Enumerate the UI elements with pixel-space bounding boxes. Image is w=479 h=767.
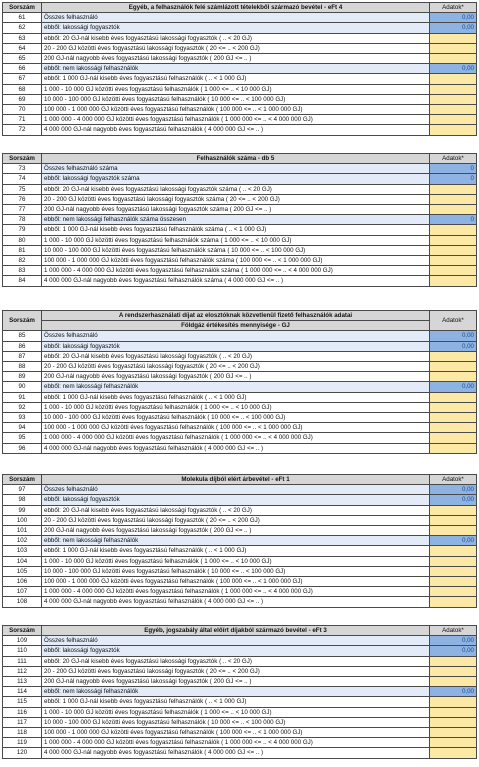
- row-number: 106: [3, 577, 42, 587]
- input-cell[interactable]: [430, 656, 477, 666]
- row-label: ebből: lakossági fogyasztók: [42, 23, 430, 33]
- row-number: 88: [3, 362, 42, 372]
- table-row: [3, 215, 477, 225]
- row-number: 79: [3, 225, 42, 235]
- table-row: [3, 728, 477, 738]
- row-number: 73: [3, 164, 42, 174]
- row-label: 1 000 - 10 000 GJ közötti éves fogyasztású felhasználók száma ( 1 000 <= .. < 10 000 GJ): [42, 235, 430, 245]
- input-cell[interactable]: [430, 566, 477, 576]
- row-number: 91: [3, 392, 42, 402]
- table-row: [3, 23, 477, 33]
- input-cell[interactable]: [430, 256, 477, 266]
- section-header: [3, 475, 477, 485]
- row-label: 200 GJ-nál nagyobb éves fogyasztású lakossági fogyasztók ( 200 GJ <= .. ): [42, 54, 430, 64]
- section-header: [3, 3, 477, 13]
- table-row: [3, 666, 477, 676]
- row-number: 70: [3, 105, 42, 115]
- table-row: [3, 266, 477, 276]
- table-row: [3, 64, 477, 74]
- table-row: [3, 164, 477, 174]
- table-row: [3, 74, 477, 84]
- row-label: 1 000 - 10 000 GJ közötti éves fogyasztású felhasználók ( 1 000 <= .. < 10 000 GJ): [42, 84, 430, 94]
- row-label: 1 000 - 10 000 GJ közötti éves fogyasztású felhasználók ( 1 000 <= .. < 10 000 GJ): [42, 556, 430, 566]
- section-header: [3, 311, 477, 321]
- row-number: 95: [3, 433, 42, 443]
- section-subheader: [3, 321, 477, 331]
- column-header-adatok: Adatok*: [430, 311, 477, 331]
- row-number: 96: [3, 443, 42, 453]
- computed-cell: 0: [430, 174, 477, 184]
- row-number: 69: [3, 94, 42, 104]
- table-row: [3, 341, 477, 351]
- table-row: [3, 351, 477, 361]
- row-label: ebből: 1 000 GJ-nál kisebb éves fogyasztású felhasználók ( .. < 1 000 GJ): [42, 697, 430, 707]
- computed-cell: 0,00: [430, 64, 477, 74]
- row-number: 118: [3, 728, 42, 738]
- row-label: ebből: 1 000 GJ-nál kisebb éves fogyasztású felhasználók száma ( .. < 1 000 GJ): [42, 225, 430, 235]
- row-label: 1 000 000 - 4 000 000 GJ közötti éves fogyasztású felhasználók ( 1 000 000 <= .. < 4 000 000 GJ): [42, 115, 430, 125]
- input-cell[interactable]: [430, 105, 477, 115]
- table-row: [3, 505, 477, 515]
- row-number: 99: [3, 505, 42, 515]
- row-number: 85: [3, 331, 42, 341]
- input-cell[interactable]: [430, 125, 477, 135]
- row-number: 82: [3, 256, 42, 266]
- column-header-adatok: Adatok*: [430, 626, 477, 636]
- row-number: 97: [3, 485, 42, 495]
- table-row: [3, 423, 477, 433]
- row-label: ebből: lakossági fogyasztók: [42, 495, 430, 505]
- row-number: 119: [3, 738, 42, 748]
- row-label: 200 GJ-nál nagyobb éves fogyasztású lakossági fogyasztók ( 200 GJ <= .. ): [42, 526, 430, 536]
- computed-cell: 0,00: [430, 636, 477, 646]
- input-cell[interactable]: [430, 54, 477, 64]
- column-header-adatok: Adatok*: [430, 475, 477, 485]
- input-cell[interactable]: [430, 94, 477, 104]
- table-row: [3, 636, 477, 646]
- table-row: [3, 495, 477, 505]
- table-row: [3, 677, 477, 687]
- input-cell[interactable]: [430, 115, 477, 125]
- table-row: [3, 717, 477, 727]
- table-row: [3, 433, 477, 443]
- input-cell[interactable]: [430, 597, 477, 607]
- row-label: Összes felhasználó: [42, 485, 430, 495]
- computed-cell: 0: [430, 215, 477, 225]
- row-label: 20 - 200 GJ közötti éves fogyasztású lakossági fogyasztók ( 20 <= .. < 200 GJ): [42, 362, 430, 372]
- column-header-sorszam: Sorszám: [3, 3, 42, 13]
- row-label: 200 GJ-nál nagyobb éves fogyasztású lakossági fogyasztók ( 200 GJ <= .. ): [42, 372, 430, 382]
- input-cell[interactable]: [430, 577, 477, 587]
- row-label: 200 GJ-nál nagyobb éves fogyasztású lakossági fogyasztók ( 200 GJ <= .. ): [42, 677, 430, 687]
- input-cell[interactable]: [430, 717, 477, 727]
- row-label: 20 - 200 GJ közötti éves fogyasztású lakossági fogyasztók száma ( 20 <= .. < 200 GJ): [42, 194, 430, 204]
- input-cell[interactable]: [430, 74, 477, 84]
- row-label: ebből: lakossági fogyasztók: [42, 341, 430, 351]
- input-cell[interactable]: [430, 433, 477, 443]
- table-row: [3, 687, 477, 697]
- row-number: 66: [3, 64, 42, 74]
- row-label: 10 000 - 100 000 GJ közötti éves fogyasztású felhasználók ( 10 000 <= .. < 100 000 GJ): [42, 413, 430, 423]
- section-title: Molekula díjból elért árbevétel - eFt 1: [42, 475, 430, 485]
- section-title: Egyéb, jogszabály által előírt díjakból származó bevétel - eFt 3: [42, 626, 430, 636]
- input-cell[interactable]: [430, 546, 477, 556]
- input-cell[interactable]: [430, 84, 477, 94]
- row-number: 87: [3, 351, 42, 361]
- table-row: [3, 413, 477, 423]
- input-cell[interactable]: [430, 526, 477, 536]
- row-number: 78: [3, 215, 42, 225]
- section-table: [2, 625, 477, 759]
- row-label: ebből: nem lakossági felhasználók: [42, 382, 430, 392]
- column-header-sorszam: Sorszám: [3, 154, 42, 164]
- input-cell[interactable]: [430, 423, 477, 433]
- input-cell[interactable]: [430, 225, 477, 235]
- input-cell[interactable]: [430, 205, 477, 215]
- table-row: [3, 738, 477, 748]
- table-row: [3, 748, 477, 758]
- row-number: 84: [3, 276, 42, 286]
- computed-cell: 0,00: [430, 331, 477, 341]
- row-label: 4 000 000 GJ-nál nagyobb éves fogyasztású felhasználók ( 4 000 000 GJ <= .. ): [42, 748, 430, 758]
- input-cell[interactable]: [430, 43, 477, 53]
- table-row: [3, 566, 477, 576]
- row-number: 113: [3, 677, 42, 687]
- row-number: 74: [3, 174, 42, 184]
- row-number: 104: [3, 556, 42, 566]
- row-number: 93: [3, 413, 42, 423]
- row-number: 101: [3, 526, 42, 536]
- row-number: 114: [3, 687, 42, 697]
- table-row: [3, 245, 477, 255]
- input-cell[interactable]: [430, 235, 477, 245]
- row-number: 77: [3, 205, 42, 215]
- row-number: 75: [3, 184, 42, 194]
- row-number: 72: [3, 125, 42, 135]
- column-header-adatok: Adatok*: [430, 3, 477, 13]
- row-label: 20 - 200 GJ közötti éves fogyasztású lakossági fogyasztók ( 20 <= .. < 200 GJ): [42, 666, 430, 676]
- input-cell[interactable]: [430, 697, 477, 707]
- section-subtitle: Földgáz értékesítés mennyisége - GJ: [42, 321, 430, 331]
- row-label: 100 000 - 1 000 000 GJ közötti éves fogyasztású felhasználók ( 100 000 <= .. < 1 000 000 GJ): [42, 423, 430, 433]
- row-label: 4 000 000 GJ-nál nagyobb éves fogyasztású felhasználók száma ( 4 000 000 GJ <= .. ): [42, 276, 430, 286]
- row-number: 76: [3, 194, 42, 204]
- input-cell[interactable]: [430, 443, 477, 453]
- row-number: 108: [3, 597, 42, 607]
- row-number: 112: [3, 666, 42, 676]
- input-cell[interactable]: [430, 184, 477, 194]
- table-row: [3, 707, 477, 717]
- row-label: Összes felhasználó: [42, 636, 430, 646]
- row-label: ebből: 20 GJ-nál kisebb éves fogyasztású lakossági fogyasztók száma ( .. < 20 GJ): [42, 184, 430, 194]
- row-label: ebből: 20 GJ-nál kisebb éves fogyasztású lakossági fogyasztók ( .. < 20 GJ): [42, 505, 430, 515]
- table-row: [3, 362, 477, 372]
- input-cell[interactable]: [430, 266, 477, 276]
- row-label: ebből: lakossági fogyasztók: [42, 646, 430, 656]
- input-cell[interactable]: [430, 33, 477, 43]
- row-number: 68: [3, 84, 42, 94]
- input-cell[interactable]: [430, 194, 477, 204]
- row-label: 100 000 - 1 000 000 GJ közötti éves fogyasztású felhasználók ( 100 000 <= .. < 1 000 000 GJ): [42, 105, 430, 115]
- table-row: [3, 443, 477, 453]
- section-table: [2, 310, 477, 454]
- computed-cell: 0,00: [430, 495, 477, 505]
- table-row: [3, 546, 477, 556]
- row-label: 4 000 000 GJ-nál nagyobb éves fogyasztású felhasználók ( 4 000 000 GJ <= .. ): [42, 597, 430, 607]
- input-cell[interactable]: [430, 748, 477, 758]
- row-number: 100: [3, 515, 42, 525]
- row-number: 90: [3, 382, 42, 392]
- table-row: [3, 372, 477, 382]
- section-title: A rendszerhasználati díjat az elosztóknak közvetlenül fizető felhasználók adatai: [42, 311, 430, 321]
- row-label: 4 000 000 GJ-nál nagyobb éves fogyasztású felhasználók ( 4 000 000 GJ <= .. ): [42, 125, 430, 135]
- input-cell[interactable]: [430, 677, 477, 687]
- table-row: [3, 125, 477, 135]
- row-label: 10 000 - 100 000 GJ közötti éves fogyasztású felhasználók ( 10 000 <= .. < 100 000 GJ): [42, 94, 430, 104]
- row-number: 92: [3, 402, 42, 412]
- row-number: 81: [3, 245, 42, 255]
- table-row: [3, 33, 477, 43]
- row-label: 10 000 - 100 000 GJ közötti éves fogyasztású felhasználók ( 10 000 <= .. < 100 000 GJ): [42, 566, 430, 576]
- row-number: 94: [3, 423, 42, 433]
- table-row: [3, 587, 477, 597]
- table-row: [3, 13, 477, 23]
- table-row: [3, 235, 477, 245]
- table-row: [3, 184, 477, 194]
- row-number: 65: [3, 54, 42, 64]
- computed-cell: 0,00: [430, 536, 477, 546]
- row-label: 20 - 200 GJ közötti éves fogyasztású lakossági fogyasztók ( 20 <= .. < 200 GJ): [42, 43, 430, 53]
- table-row: [3, 43, 477, 53]
- table-row: [3, 382, 477, 392]
- table-row: [3, 392, 477, 402]
- row-label: 1 000 000 - 4 000 000 GJ közötti éves fogyasztású felhasználók ( 1 000 000 <= .. < 4 000 000 GJ): [42, 587, 430, 597]
- computed-cell: 0,00: [430, 646, 477, 656]
- row-number: 107: [3, 587, 42, 597]
- input-cell[interactable]: [430, 392, 477, 402]
- table-row: [3, 194, 477, 204]
- row-label: 4 000 000 GJ-nál nagyobb éves fogyasztású felhasználók ( 4 000 000 GJ <= .. ): [42, 443, 430, 453]
- table-row: [3, 526, 477, 536]
- table-row: [3, 577, 477, 587]
- table-row: [3, 174, 477, 184]
- input-cell[interactable]: [430, 276, 477, 286]
- row-label: ebből: nem lakossági felhasználók: [42, 64, 430, 74]
- row-number: 61: [3, 13, 42, 23]
- row-label: 1 000 - 10 000 GJ közötti éves fogyasztású felhasználók ( 1 000 <= .. < 10 000 GJ): [42, 707, 430, 717]
- row-label: 1 000 - 10 000 GJ közötti éves fogyasztású felhasználók ( 1 000 <= .. < 10 000 GJ): [42, 402, 430, 412]
- input-cell[interactable]: [430, 587, 477, 597]
- input-cell[interactable]: [430, 738, 477, 748]
- row-label: ebből: 1 000 GJ-nál kisebb éves fogyasztású felhasználók ( .. < 1 000 GJ): [42, 546, 430, 556]
- table-row: [3, 105, 477, 115]
- input-cell[interactable]: [430, 245, 477, 255]
- row-label: ebből: 1 000 GJ-nál kisebb éves fogyasztású felhasználók ( .. < 1 000 GJ): [42, 392, 430, 402]
- table-row: [3, 205, 477, 215]
- row-number: 116: [3, 707, 42, 717]
- row-label: 10 000 - 100 000 GJ közötti éves fogyasztású felhasználók száma ( 10 000 <= .. < 100 000 GJ): [42, 245, 430, 255]
- row-label: Összes felhasználó: [42, 13, 430, 23]
- row-number: 105: [3, 566, 42, 576]
- computed-cell: 0,00: [430, 485, 477, 495]
- table-row: [3, 515, 477, 525]
- row-number: 86: [3, 341, 42, 351]
- computed-cell: 0,00: [430, 341, 477, 351]
- row-number: 120: [3, 748, 42, 758]
- column-header-adatok: Adatok*: [430, 154, 477, 164]
- row-label: ebből: 1 000 GJ-nál kisebb éves fogyasztású felhasználók ( .. < 1 000 GJ): [42, 74, 430, 84]
- row-label: ebből: 20 GJ-nál kisebb éves fogyasztású lakossági fogyasztók ( .. < 20 GJ): [42, 656, 430, 666]
- row-label: 100 000 - 1 000 000 GJ közötti éves fogyasztású felhasználók száma ( 100 000 <= .. < 1 000 000 GJ): [42, 256, 430, 266]
- row-label: 1 000 000 - 4 000 000 GJ közötti éves fogyasztású felhasználók száma ( 1 000 000 <= .. < 4 000 000 GJ): [42, 266, 430, 276]
- table-row: [3, 84, 477, 94]
- row-number: 64: [3, 43, 42, 53]
- input-cell[interactable]: [430, 362, 477, 372]
- table-row: [3, 402, 477, 412]
- column-header-sorszam: Sorszám: [3, 311, 42, 331]
- row-label: 20 - 200 GJ közötti éves fogyasztású lakossági fogyasztók ( 20 <= .. < 200 GJ): [42, 515, 430, 525]
- row-label: ebből: lakossági fogyasztók száma: [42, 174, 430, 184]
- input-cell[interactable]: [430, 666, 477, 676]
- row-number: 67: [3, 74, 42, 84]
- section-table: [2, 474, 477, 608]
- section-table: [2, 2, 477, 136]
- table-row: [3, 276, 477, 286]
- input-cell[interactable]: [430, 351, 477, 361]
- row-number: 83: [3, 266, 42, 276]
- row-number: 103: [3, 546, 42, 556]
- column-header-sorszam: Sorszám: [3, 475, 42, 485]
- row-label: ebből: nem lakossági felhasználók: [42, 687, 430, 697]
- table-row: [3, 331, 477, 341]
- section-header: [3, 154, 477, 164]
- table-row: [3, 597, 477, 607]
- row-label: 100 000 - 1 000 000 GJ közötti éves fogyasztású felhasználók ( 100 000 <= .. < 1 000 000 GJ): [42, 577, 430, 587]
- table-row: [3, 225, 477, 235]
- row-number: 62: [3, 23, 42, 33]
- input-cell[interactable]: [430, 402, 477, 412]
- input-cell[interactable]: [430, 372, 477, 382]
- section-title: Egyéb, a felhasználók felé számlázott tételekből származó bevétel - eFt 4: [42, 3, 430, 13]
- table-row: [3, 646, 477, 656]
- row-number: 89: [3, 372, 42, 382]
- input-cell[interactable]: [430, 515, 477, 525]
- row-number: 109: [3, 636, 42, 646]
- section-title: Felhasználók száma - db 5: [42, 154, 430, 164]
- input-cell[interactable]: [430, 413, 477, 423]
- computed-cell: 0,00: [430, 382, 477, 392]
- row-label: Összes felhasználó száma: [42, 164, 430, 174]
- row-number: 98: [3, 495, 42, 505]
- row-label: 10 000 - 100 000 GJ közötti éves fogyasztású felhasználók ( 10 000 <= .. < 100 000 GJ): [42, 717, 430, 727]
- table-row: [3, 54, 477, 64]
- row-number: 71: [3, 115, 42, 125]
- computed-cell: 0,00: [430, 13, 477, 23]
- computed-cell: 0: [430, 164, 477, 174]
- row-number: 80: [3, 235, 42, 245]
- table-row: [3, 697, 477, 707]
- row-label: ebből: 20 GJ-nál kisebb éves fogyasztású lakossági fogyasztók ( .. < 20 GJ): [42, 351, 430, 361]
- row-number: 110: [3, 646, 42, 656]
- table-row: [3, 256, 477, 266]
- row-label: 100 000 - 1 000 000 GJ közötti éves fogyasztású felhasználók ( 100 000 <= .. < 1 000 000 GJ): [42, 728, 430, 738]
- row-label: 1 000 000 - 4 000 000 GJ közötti éves fogyasztású felhasználók ( 1 000 000 <= .. < 4 000 000 GJ): [42, 738, 430, 748]
- row-number: 117: [3, 717, 42, 727]
- input-cell[interactable]: [430, 728, 477, 738]
- row-number: 111: [3, 656, 42, 666]
- section-table: [2, 153, 477, 287]
- column-header-sorszam: Sorszám: [3, 626, 42, 636]
- table-row: [3, 115, 477, 125]
- input-cell[interactable]: [430, 505, 477, 515]
- table-row: [3, 656, 477, 666]
- row-number: 115: [3, 697, 42, 707]
- computed-cell: 0,00: [430, 687, 477, 697]
- table-row: [3, 485, 477, 495]
- computed-cell: 0,00: [430, 23, 477, 33]
- row-label: ebből: 20 GJ-nál kisebb éves fogyasztású lakossági fogyasztók ( .. < 20 GJ): [42, 33, 430, 43]
- table-row: [3, 94, 477, 104]
- input-cell[interactable]: [430, 556, 477, 566]
- row-label: ebből: nem lakossági felhasználók: [42, 536, 430, 546]
- table-row: [3, 536, 477, 546]
- row-number: 102: [3, 536, 42, 546]
- section-header: [3, 626, 477, 636]
- input-cell[interactable]: [430, 707, 477, 717]
- row-label: 1 000 000 - 4 000 000 GJ közötti éves fogyasztású felhasználók ( 1 000 000 <= .. < 4 000 000 GJ): [42, 433, 430, 443]
- row-number: 63: [3, 33, 42, 43]
- table-row: [3, 556, 477, 566]
- row-label: Összes felhasználó: [42, 331, 430, 341]
- row-label: 200 GJ-nál nagyobb éves fogyasztású lakossági fogyasztók száma ( 200 GJ <= .. ): [42, 205, 430, 215]
- row-label: ebből: nem lakossági felhasználók száma összesen: [42, 215, 430, 225]
